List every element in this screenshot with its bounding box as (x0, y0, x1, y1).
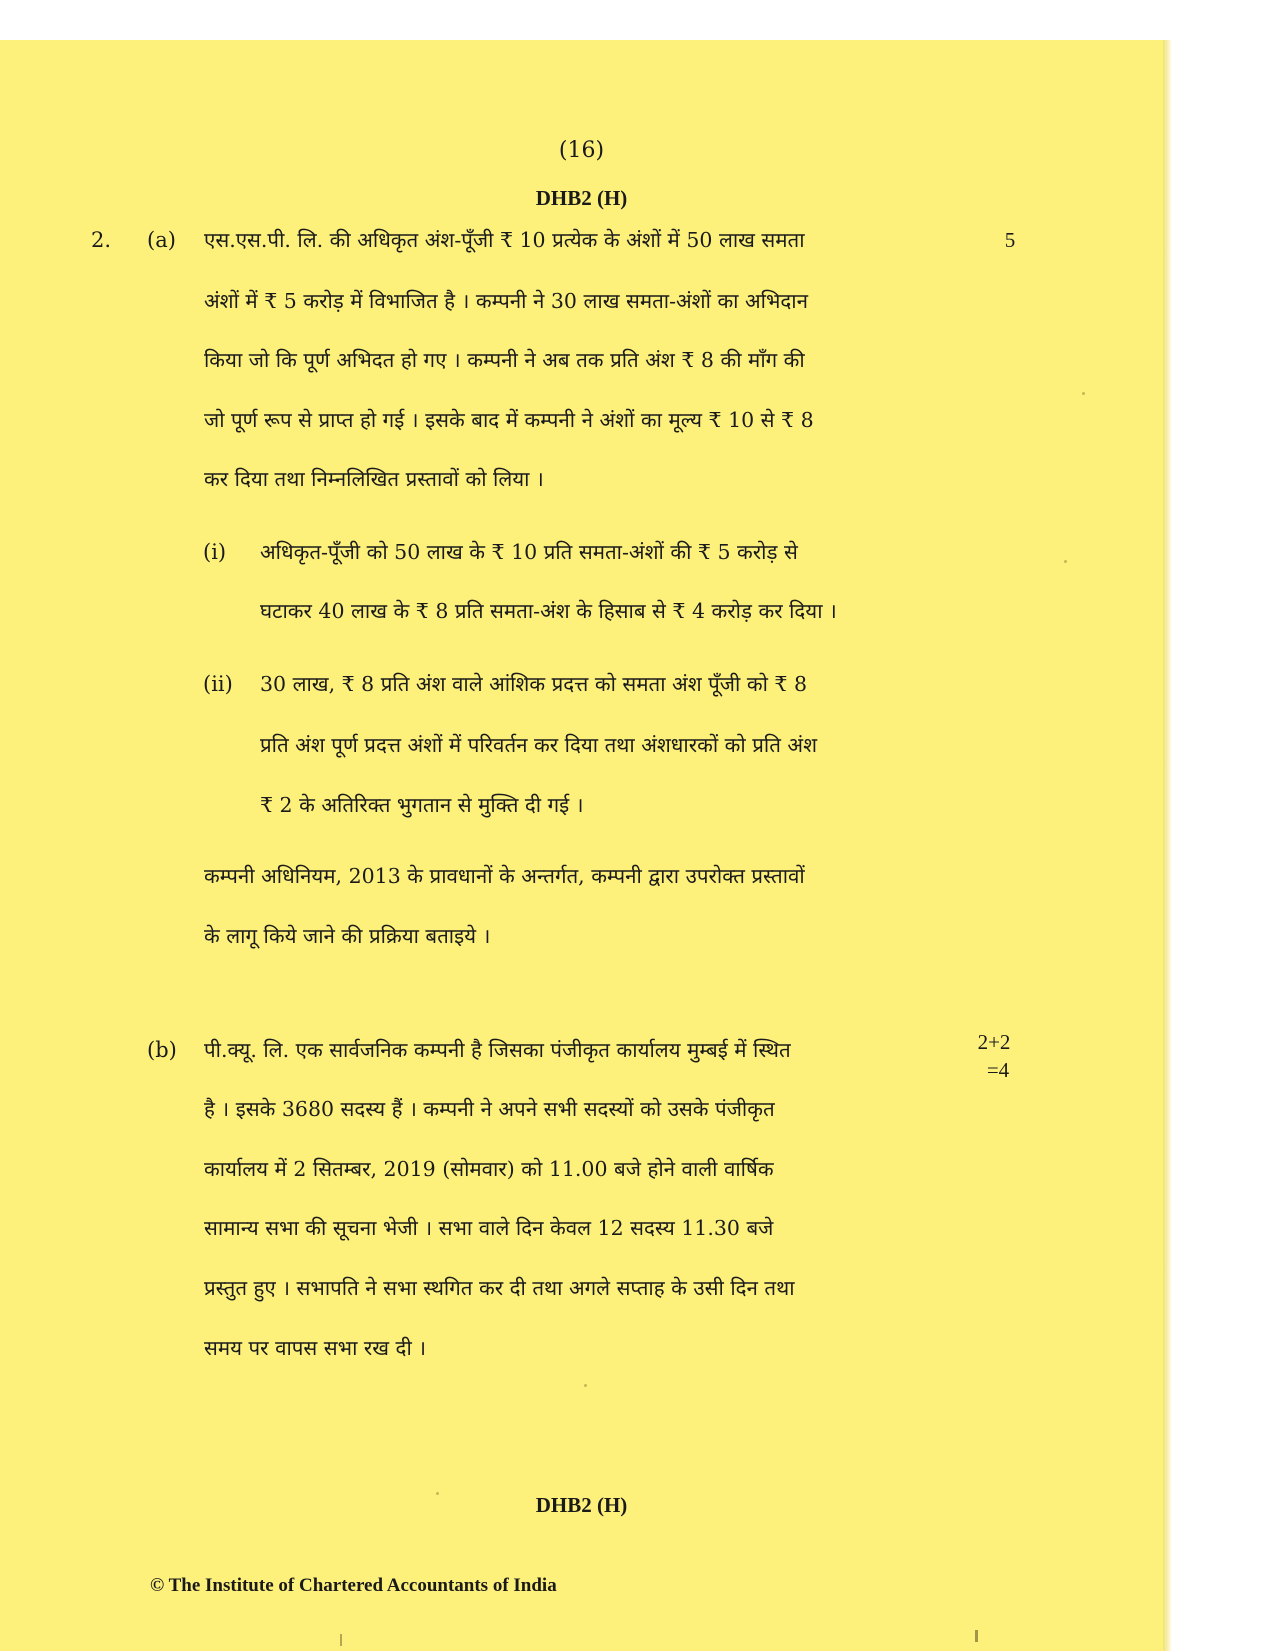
sub-ii-label: (ii) (203, 672, 233, 696)
scan-speck (1082, 392, 1085, 395)
part-a-marks: 5 (1004, 228, 1016, 252)
part-b-line: पी.क्यू. लि. एक सार्वजनिक कम्पनी है जिसका पंजीकृत कार्यालय मुम्बई में स्थित (204, 1038, 791, 1062)
part-a-line: किया जो कि पूर्ण अभिदत हो गए । कम्पनी ने अब तक प्रति अंश ₹ 8 की माँग की (204, 348, 805, 372)
part-a-line: अंशों में ₹ 5 करोड़ में विभाजित है । कम्पनी ने 30 लाख समता-अंशों का अभिदान (204, 289, 808, 313)
part-a-label: (a) (147, 228, 176, 252)
sub-ii-line: प्रति अंश पूर्ण प्रदत्त अंशों में परिवर्तन कर दिया तथा अंशधारकों को प्रति अंश (260, 733, 818, 757)
part-a-line: एस.एस.पी. लि. की अधिकृत अंश-पूँजी ₹ 10 प्रत्येक के अंशों में 50 लाख समता (204, 228, 805, 252)
part-b-line: सामान्य सभा की सूचना भेजी । सभा वाले दिन केवल 12 सदस्य 11.30 बजे (204, 1216, 774, 1240)
part-a-line: कर दिया तथा निम्नलिखित प्रस्तावों को लिया । (204, 467, 544, 491)
page-edge (1163, 40, 1171, 1651)
part-a-line: जो पूर्ण रूप से प्राप्त हो गई । इसके बाद में कम्पनी ने अंशों का मूल्य ₹ 10 से ₹ 8 (204, 408, 814, 432)
paper-code-footer: DHB2 (H) (535, 1493, 628, 1517)
scan-mark (340, 1634, 342, 1646)
part-b-line: प्रस्तुत हुए । सभापति ने सभा स्थगित कर दी तथा अगले सप्ताह के उसी दिन तथा (204, 1276, 795, 1300)
part-b-label: (b) (147, 1038, 177, 1062)
sub-i-line: अधिकृत-पूँजी को 50 लाख के ₹ 10 प्रति समता-अंशों की ₹ 5 करोड़ से (260, 540, 798, 564)
sub-ii-line: 30 लाख, ₹ 8 प्रति अंश वाले आंशिक प्रदत्त को समता अंश पूँजी को ₹ 8 (260, 672, 808, 696)
scan-speck (584, 1384, 587, 1387)
part-b-line: कार्यालय में 2 सितम्बर, 2019 (सोमवार) को 11.00 बजे होने वाली वार्षिक (204, 1157, 774, 1181)
question-number: 2. (91, 228, 112, 252)
scan-mark (975, 1630, 978, 1642)
sub-i-label: (i) (203, 540, 227, 564)
part-a-closing-line: कम्पनी अधिनियम, 2013 के प्रावधानों के अन्तर्गत, कम्पनी द्वारा उपरोक्त प्रस्तावों (204, 864, 805, 888)
page-number: (16) (558, 138, 605, 163)
paper-code-header: DHB2 (H) (535, 186, 628, 210)
part-a-closing-line: के लागू किये जाने की प्रक्रिया बताइये । (204, 924, 491, 948)
scan-speck (436, 1492, 439, 1495)
part-b-line: है । इसके 3680 सदस्य हैं । कम्पनी ने अपने सभी सदस्यों को उसके पंजीकृत (204, 1097, 775, 1121)
scan-speck (1064, 560, 1067, 563)
part-b-marks-total: =4 (986, 1058, 1010, 1082)
sub-i-line: घटाकर 40 लाख के ₹ 8 प्रति समता-अंश के हिसाब से ₹ 4 करोड़ कर दिया । (260, 599, 837, 623)
question-paper-page (0, 40, 1163, 1651)
copyright-notice: © The Institute of Chartered Accountants of India (150, 1575, 557, 1596)
part-b-marks: 2+2 (977, 1030, 1011, 1054)
sub-ii-line: ₹ 2 के अतिरिक्त भुगतान से मुक्ति दी गई । (260, 793, 584, 817)
part-b-line: समय पर वापस सभा रख दी । (204, 1336, 427, 1360)
